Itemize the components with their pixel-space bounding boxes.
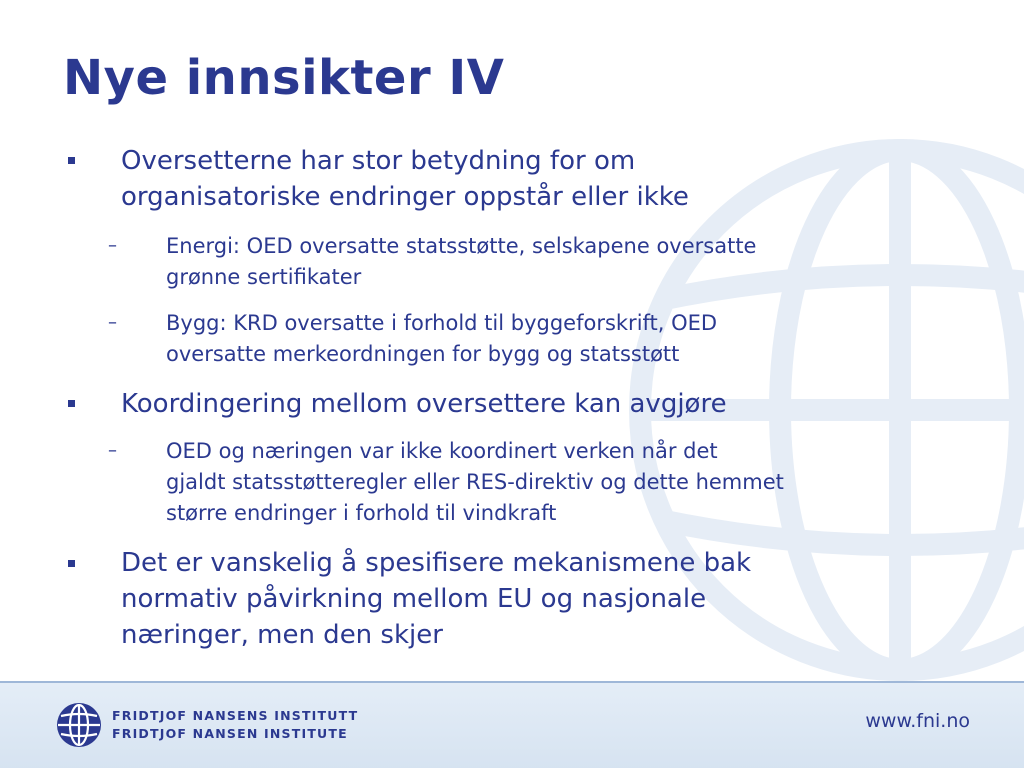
sub-bullet-2-1-line-1: OED og næringen var ikke koordinert verken når det [166,439,718,463]
slide-title: Nye innsikter IV [63,50,505,106]
bullet-1 [121,143,981,215]
sub-bullet-marker-dash: – [108,312,117,333]
sub-bullet-marker-dash: – [108,235,117,256]
sub-bullet-1-1-line-1: Energi: OED oversatte statsstøtte, selskapene oversatte [166,234,757,258]
bullet-2-line-1: Koordingering mellom oversettere kan avgjøre [121,389,727,419]
sub-bullet-1-2-line-2: oversatte merkeordningen for bygg og statsstøtt [166,342,680,366]
sub-bullet-2-1 [166,436,996,529]
globe-logo-icon [56,702,102,748]
bullet-marker-square [68,400,75,407]
sub-bullet-1-2-line-1: Bygg: KRD oversatte i forhold til byggeforskrift, OED [166,311,718,335]
website-link[interactable]: www.fni.no [865,710,970,732]
sub-bullet-1-1-line-2: grønne sertifikater [166,265,362,289]
bullet-3-line-3: næringer, men den skjer [121,620,443,650]
bullet-3 [121,545,981,653]
bullet-marker-square [68,157,75,164]
sub-bullet-marker-dash: – [108,440,117,461]
sub-bullet-1-1 [166,231,996,293]
bullet-3-line-1: Det er vanskelig å spesifisere mekanismene bak [121,548,752,578]
bullet-3-line-2: normativ påvirkning mellom EU og nasjonale [121,584,707,614]
sub-bullet-2-1-line-2: gjaldt statsstøtteregler eller RES-direktiv og dette hemmet [166,470,784,494]
sub-bullet-2-1-line-3: større endringer i forhold til vindkraft [166,501,557,525]
institute-name-norwegian: FRIDTJOF NANSENS INSTITUTT [112,708,359,723]
bullet-1-line-1: Oversetterne har stor betydning for om [121,146,636,176]
institute-name-english: FRIDTJOF NANSEN INSTITUTE [112,726,348,741]
bullet-2 [121,386,981,422]
sub-bullet-1-2 [166,308,996,370]
bullet-marker-square [68,560,75,567]
bullet-1-line-2: organisatoriske endringer oppstår eller ikke [121,182,689,212]
